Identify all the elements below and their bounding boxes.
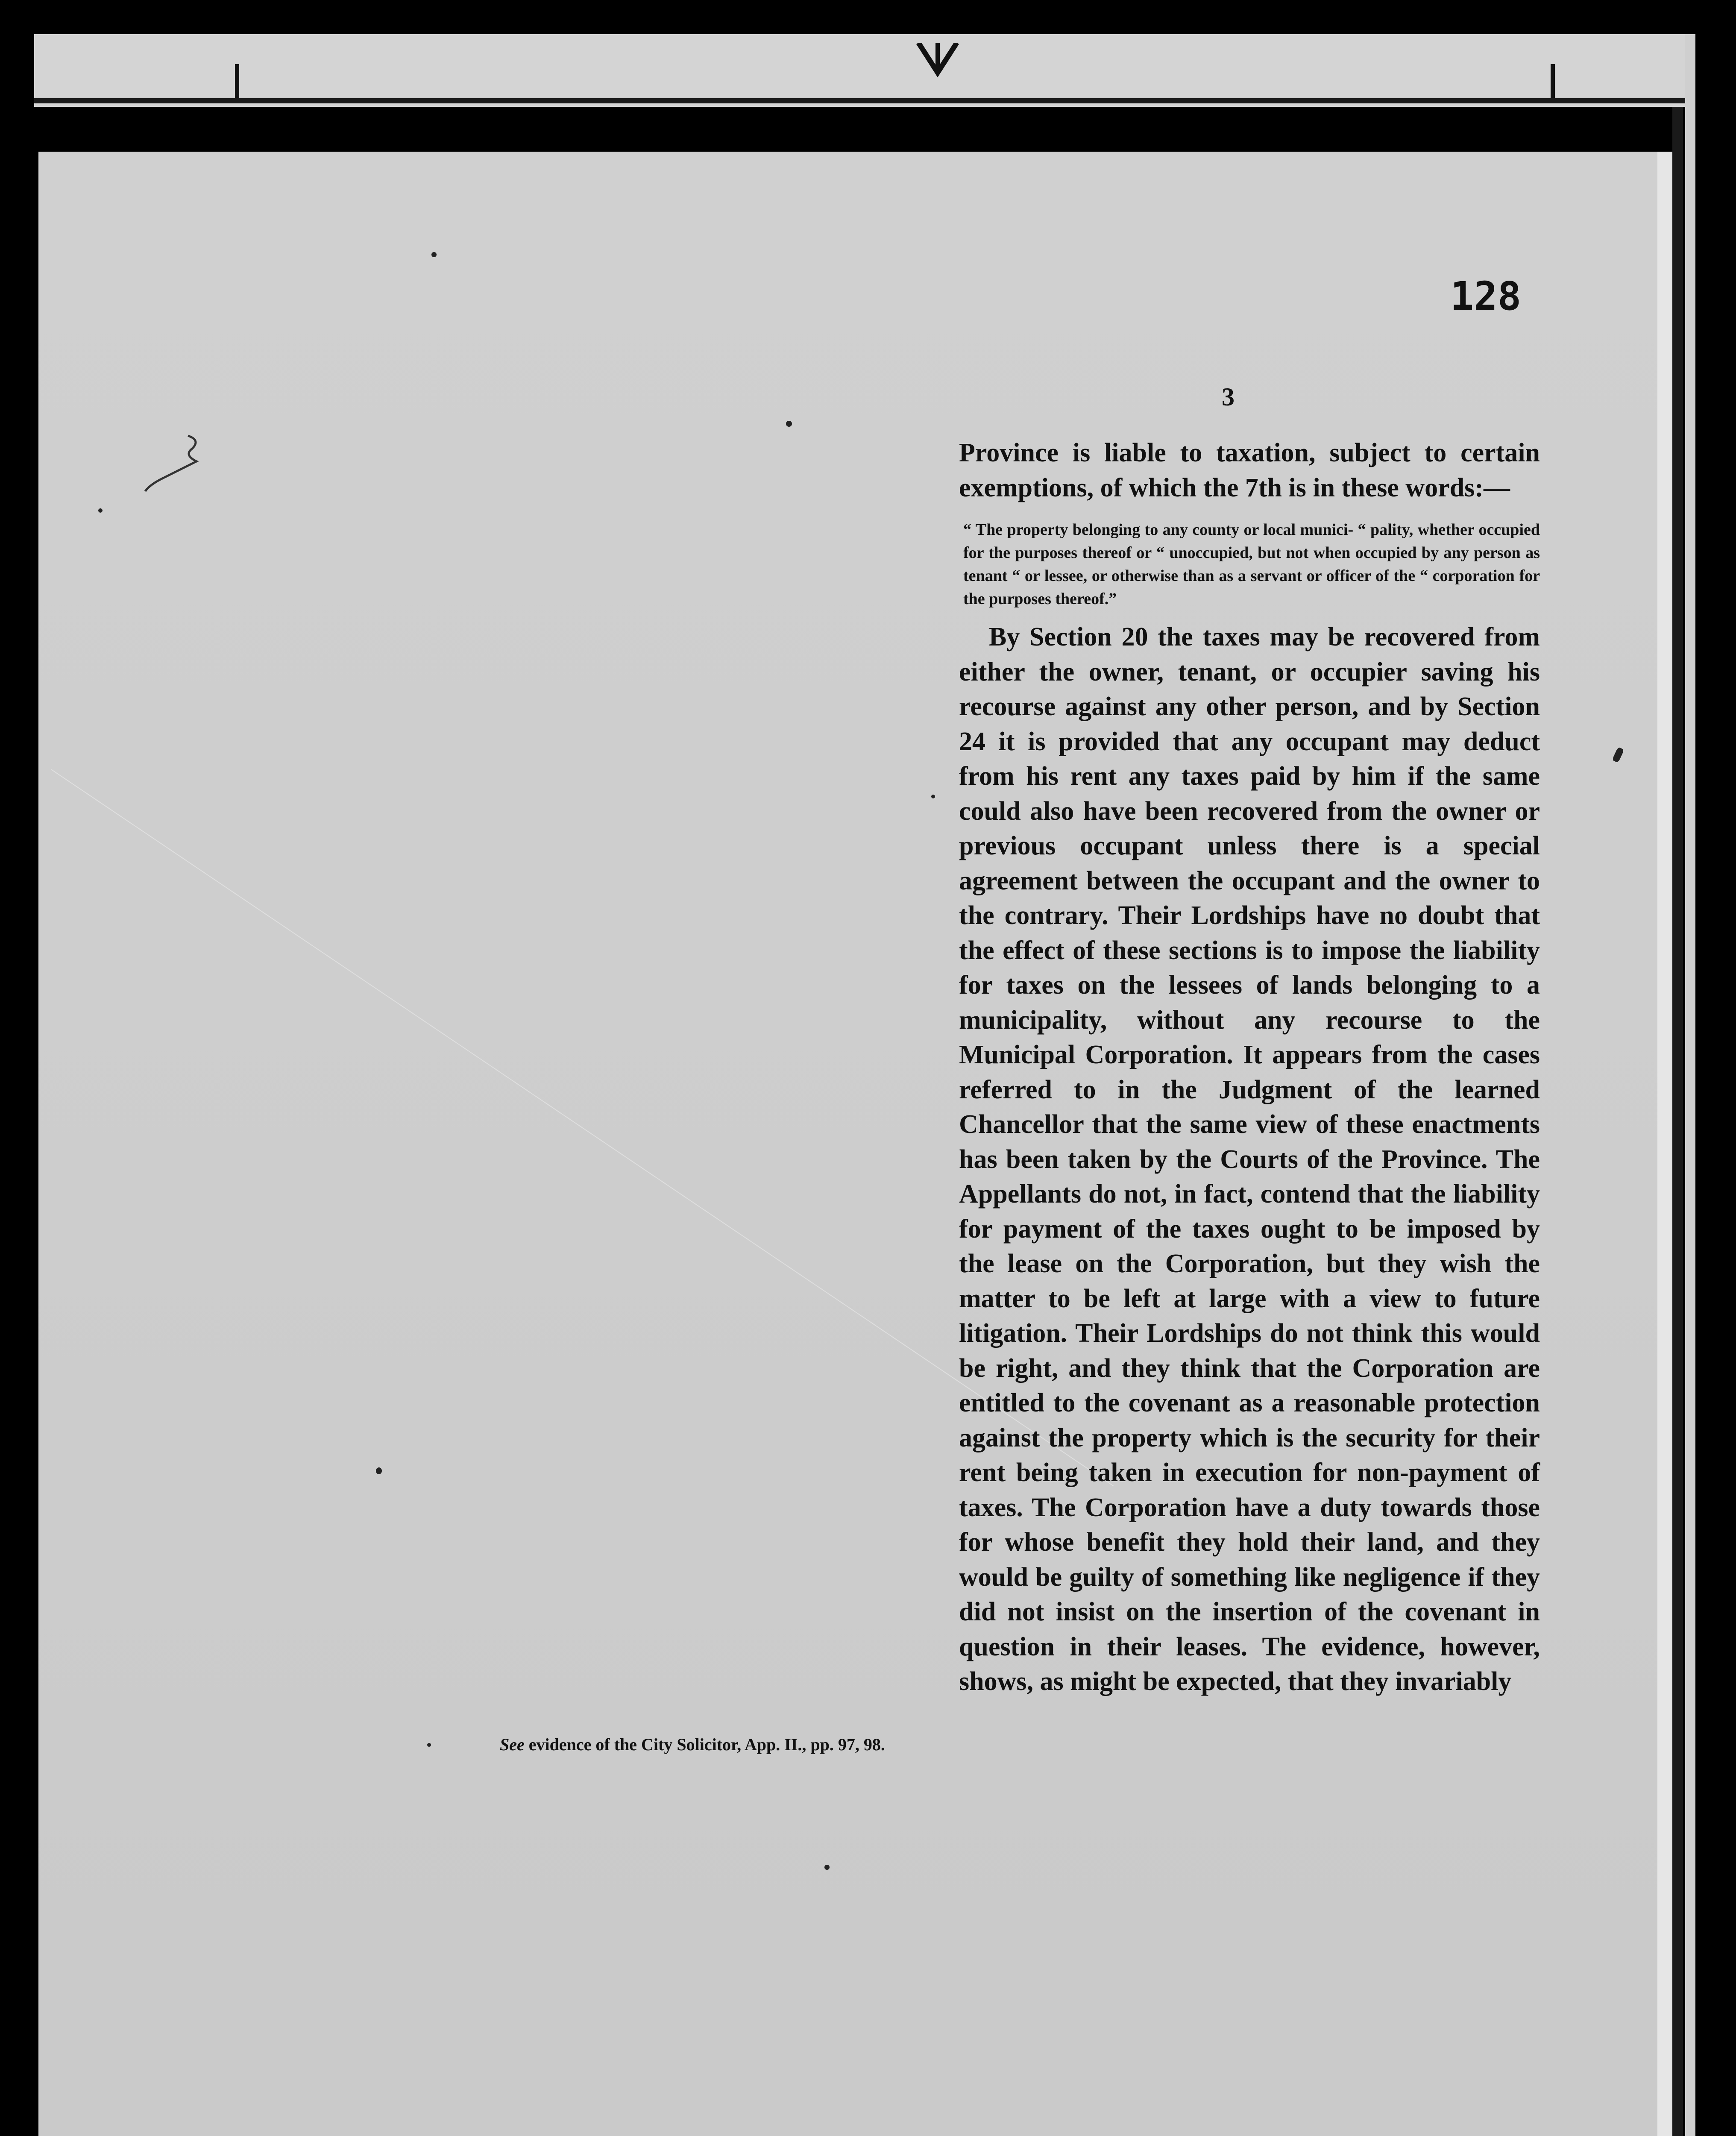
marginal-note <box>500 1732 940 1757</box>
page-number: 3 <box>1222 383 1235 411</box>
body-paragraph-2: By Section 20 the taxes may be recovered from either the owner, tenant, or occupier saving his recourse against any other person, and by Section 24 it is provided that any occupant may deduct from his rent any taxes paid by him if the same could also have been recovered from the owner or previous occupant unless there is a special agreement between the occupant and the owner to the contrary. Their Lordships have no doubt that the effect of these sections is to impose the liability for taxes on the lessees of lands belonging to a municipality, without any recourse to the Municipal Corporation. It appears from the cases referred to in the Judgment of the learned Chancellor that the same view of these enactments has been taken by the Courts of the Province. The Appellants do not, in fact, contend that the liability for payment of the taxes ought to be imposed by the lease on the Corporation, but they wish the matter to be left at large with a view to future litigation. Their Lordships do not think this would be right, and they think that the Corporation are entitled to the covenant as a reasonable protection against the property which is the security for their rent being taken in execution for non-payment of taxes. The Corporation have a duty towards those for whose benefit they hold their land, and they would be guilty of something like negligence if they did not insist on the insertion of the covenant in question in their leases. The evidence, however, shows, as might be expected, that they invariably <box>959 622 1540 1696</box>
statute-quotation: “ The property belonging to any county or local munici- “ pality, whether occupied for the purposes thereof or “ unoccupied, but not when occupied by any person as tenant “ or lessee, or otherwise than as a servant or officer of the “ corporation for the purposes thereof.” <box>963 521 1540 608</box>
left-tick-mark <box>235 64 239 103</box>
speck <box>376 1467 382 1474</box>
sheet-right-border <box>1655 152 1672 2136</box>
speck <box>931 795 935 798</box>
folio-number: 128 <box>1450 273 1522 319</box>
marginal-note-text: evidence of the City Solicitor, App. II., pp. 97, 98. <box>528 1735 885 1754</box>
pencil-scribble-icon <box>137 427 222 496</box>
right-film-edge <box>1672 107 1683 2136</box>
top-film-strip <box>34 34 1692 107</box>
speck <box>786 421 792 427</box>
notch-marker-icon <box>914 43 961 90</box>
right-film-margin <box>1685 34 1695 2136</box>
speck <box>431 252 437 257</box>
speck <box>98 508 103 513</box>
body-text-column <box>959 436 1540 1699</box>
right-tick-mark <box>1551 64 1555 103</box>
marginal-note-see: See <box>500 1735 525 1754</box>
speck <box>824 1865 830 1870</box>
speck <box>427 1743 431 1747</box>
top-rule <box>34 98 1692 103</box>
body-paragraph-1: Province is liable to taxation, subject to certain exemptions, of which the 7th is in these words:— <box>959 438 1540 502</box>
